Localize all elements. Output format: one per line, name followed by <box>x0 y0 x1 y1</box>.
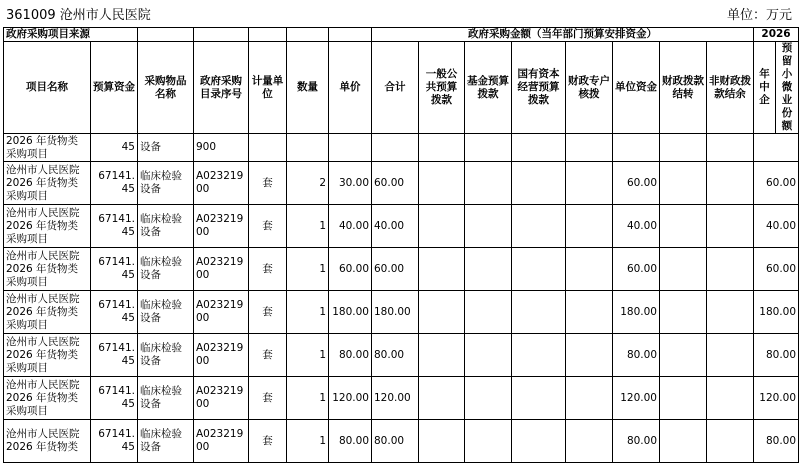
col-item-name: 采购物品名称 <box>138 42 194 134</box>
cell-price: 60.00 <box>329 248 372 291</box>
cell-budget: 67141.45 <box>91 248 138 291</box>
cell-budget: 67141.45 <box>91 162 138 205</box>
cell-qty: 1 <box>287 291 329 334</box>
col-total: 合计 <box>372 42 419 134</box>
cell-project: 沧州市人民医院 2026 年货物类采购项目 <box>4 162 91 205</box>
procurement-table <box>3 27 799 463</box>
cell-reserved: 180.00 <box>754 291 799 334</box>
cell-empty <box>419 248 465 291</box>
cell-empty <box>566 248 613 291</box>
cell-price: 120.00 <box>329 377 372 420</box>
table-row <box>4 420 799 463</box>
cell-budget: 67141.45 <box>91 377 138 420</box>
cell-empty <box>465 291 512 334</box>
cell-budget: 67141.45 <box>91 205 138 248</box>
cell-unit: 套 <box>249 334 287 377</box>
cell-qty: 1 <box>287 334 329 377</box>
cell-empty <box>512 334 566 377</box>
cell-unit-fund: 80.00 <box>613 420 660 463</box>
cell-project: 沧州市人民医院 2026 年货物类 <box>4 420 91 463</box>
cell-reserved: 80.00 <box>754 334 799 377</box>
cell-item: 临床检验设备 <box>138 162 194 205</box>
table-row <box>4 334 799 377</box>
cell-empty <box>465 162 512 205</box>
col-fund-budget: 基金预算拨款 <box>465 42 512 134</box>
cell-empty <box>419 377 465 420</box>
cell-empty <box>465 205 512 248</box>
cell-item: 临床检验设备 <box>138 377 194 420</box>
cell-budget: 67141.45 <box>91 291 138 334</box>
cell-empty <box>707 134 754 162</box>
cell-unit: 套 <box>249 291 287 334</box>
col-budget-fund: 预算资金 <box>91 42 138 134</box>
amount-group-header: 政府采购金额（当年部门预算安排资金） <box>372 28 754 42</box>
col-project-name: 项目名称 <box>4 42 91 134</box>
cell-unit: 套 <box>249 377 287 420</box>
cell-reserved: 40.00 <box>754 205 799 248</box>
cell-item: 临床检验设备 <box>138 291 194 334</box>
cell-unit <box>249 134 287 162</box>
cell-project: 2026 年货物类采购项目 <box>4 134 91 162</box>
cell-reserved: 120.00 <box>754 377 799 420</box>
cell-empty <box>512 134 566 162</box>
table-row <box>4 205 799 248</box>
blank-header <box>287 28 329 42</box>
year-header: 2026 <box>754 28 799 42</box>
cell-empty <box>566 205 613 248</box>
cell-empty <box>660 248 707 291</box>
cell-unit-fund: 80.00 <box>613 334 660 377</box>
table-row <box>4 162 799 205</box>
col-unit-measure: 计量单位 <box>249 42 287 134</box>
cell-total: 60.00 <box>372 162 419 205</box>
table-row <box>4 291 799 334</box>
cell-empty <box>419 291 465 334</box>
cell-catalog: A02321900 <box>194 291 249 334</box>
cell-item: 临床检验设备 <box>138 334 194 377</box>
cell-empty <box>707 205 754 248</box>
cell-empty <box>707 334 754 377</box>
cell-empty <box>419 334 465 377</box>
cell-total <box>372 134 419 162</box>
cell-project: 沧州市人民医院 2026 年货物类采购项目 <box>4 248 91 291</box>
cell-unit-fund: 60.00 <box>613 162 660 205</box>
table-row <box>4 248 799 291</box>
blank-header <box>329 28 372 42</box>
cell-empty <box>660 334 707 377</box>
table-row <box>4 134 799 162</box>
cell-project: 沧州市人民医院 2026 年货物类采购项目 <box>4 334 91 377</box>
cell-budget: 45 <box>91 134 138 162</box>
cell-price: 180.00 <box>329 291 372 334</box>
cell-budget: 67141.45 <box>91 420 138 463</box>
cell-empty <box>707 420 754 463</box>
cell-empty <box>512 291 566 334</box>
cell-empty <box>419 420 465 463</box>
cell-empty <box>566 291 613 334</box>
cell-qty: 1 <box>287 205 329 248</box>
header-row-2 <box>4 42 799 134</box>
cell-empty <box>707 291 754 334</box>
cell-total: 120.00 <box>372 377 419 420</box>
cell-catalog: 900 <box>194 134 249 162</box>
cell-qty <box>287 134 329 162</box>
blank-header <box>249 28 287 42</box>
cell-price: 40.00 <box>329 205 372 248</box>
cell-project: 沧州市人民医院 2026 年货物类采购项目 <box>4 205 91 248</box>
cell-budget: 67141.45 <box>91 334 138 377</box>
cell-empty <box>660 420 707 463</box>
cell-price: 30.00 <box>329 162 372 205</box>
cell-item: 临床检验设备 <box>138 205 194 248</box>
cell-unit: 套 <box>249 205 287 248</box>
cell-empty <box>465 377 512 420</box>
cell-unit-fund: 40.00 <box>613 205 660 248</box>
cell-total: 80.00 <box>372 334 419 377</box>
cell-empty <box>707 377 754 420</box>
blank-header <box>138 28 194 42</box>
cell-total: 60.00 <box>372 248 419 291</box>
col-reserved-share: 预留小微业份额 <box>776 42 799 134</box>
cell-price: 80.00 <box>329 334 372 377</box>
cell-empty <box>566 134 613 162</box>
col-unit-fund: 单位资金 <box>613 42 660 134</box>
cell-empty <box>660 205 707 248</box>
cell-unit: 套 <box>249 162 287 205</box>
cell-qty: 2 <box>287 162 329 205</box>
cell-qty: 1 <box>287 377 329 420</box>
cell-unit-fund <box>613 134 660 162</box>
cell-unit: 套 <box>249 420 287 463</box>
cell-qty: 1 <box>287 248 329 291</box>
cell-catalog: A02321900 <box>194 377 249 420</box>
header-row-1 <box>4 28 799 42</box>
report-title: 361009 沧州市人民医院 <box>6 8 151 23</box>
cell-price <box>329 134 372 162</box>
col-state-capital: 国有资本经营预算拨款 <box>512 42 566 134</box>
cell-empty <box>660 377 707 420</box>
cell-empty <box>465 134 512 162</box>
unit-label: 单位：万元 <box>726 8 792 23</box>
col-fiscal-balance: 财政拨款结转 <box>660 42 707 134</box>
cell-catalog: A02321900 <box>194 420 249 463</box>
cell-reserved: 60.00 <box>754 162 799 205</box>
cell-empty <box>566 420 613 463</box>
col-unit-price: 单价 <box>329 42 372 134</box>
cell-catalog: A02321900 <box>194 248 249 291</box>
col-general-budget: 一般公共预算拨款 <box>419 42 465 134</box>
cell-empty <box>512 162 566 205</box>
cell-catalog: A02321900 <box>194 205 249 248</box>
blank-header <box>194 28 249 42</box>
cell-item: 临床检验设备 <box>138 248 194 291</box>
cell-total: 180.00 <box>372 291 419 334</box>
cell-project: 沧州市人民医院 2026 年货物类采购项目 <box>4 291 91 334</box>
cell-empty <box>465 420 512 463</box>
table-body <box>4 134 799 463</box>
cell-empty <box>512 420 566 463</box>
col-year-sme: 年中企 <box>754 42 776 134</box>
cell-unit-fund: 60.00 <box>613 248 660 291</box>
cell-unit-fund: 180.00 <box>613 291 660 334</box>
cell-empty <box>660 134 707 162</box>
cell-reserved: 60.00 <box>754 248 799 291</box>
table-row <box>4 377 799 420</box>
cell-catalog: A02321900 <box>194 334 249 377</box>
cell-empty <box>660 162 707 205</box>
cell-empty <box>566 334 613 377</box>
cell-empty <box>512 248 566 291</box>
cell-empty <box>707 248 754 291</box>
cell-catalog: A02321900 <box>194 162 249 205</box>
cell-empty <box>419 205 465 248</box>
cell-total: 40.00 <box>372 205 419 248</box>
cell-qty: 1 <box>287 420 329 463</box>
report-header <box>0 0 800 26</box>
col-quantity: 数量 <box>287 42 329 134</box>
cell-price: 80.00 <box>329 420 372 463</box>
cell-unit: 套 <box>249 248 287 291</box>
cell-reserved <box>754 134 799 162</box>
col-special-fiscal: 财政专户核拨 <box>566 42 613 134</box>
source-group-header: 政府采购项目来源 <box>4 28 138 42</box>
cell-empty <box>419 134 465 162</box>
cell-total: 80.00 <box>372 420 419 463</box>
cell-item: 设备 <box>138 134 194 162</box>
cell-empty <box>465 334 512 377</box>
cell-project: 沧州市人民医院 2026 年货物类采购项目 <box>4 377 91 420</box>
cell-empty <box>512 205 566 248</box>
cell-empty <box>465 248 512 291</box>
cell-unit-fund: 120.00 <box>613 377 660 420</box>
cell-item: 临床检验设备 <box>138 420 194 463</box>
cell-empty <box>660 291 707 334</box>
col-nonfiscal-balance: 非财政拨款结余 <box>707 42 754 134</box>
cell-empty <box>707 162 754 205</box>
cell-empty <box>512 377 566 420</box>
cell-empty <box>419 162 465 205</box>
cell-reserved: 80.00 <box>754 420 799 463</box>
cell-empty <box>566 162 613 205</box>
cell-empty <box>566 377 613 420</box>
col-catalog-no: 政府采购目录序号 <box>194 42 249 134</box>
